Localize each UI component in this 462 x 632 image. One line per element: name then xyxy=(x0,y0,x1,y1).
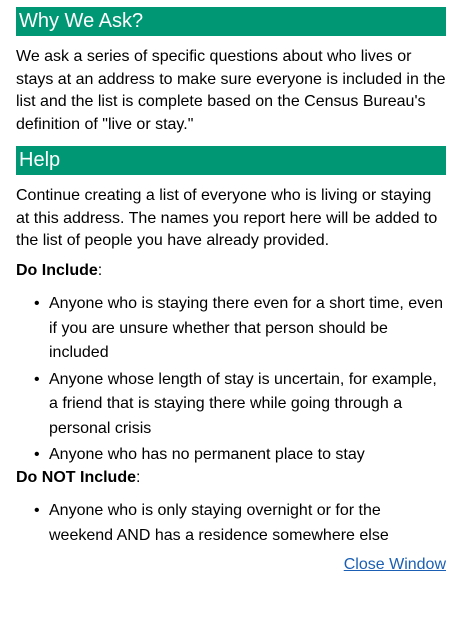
do-not-include-heading: Do NOT Include: xyxy=(16,469,141,486)
do-not-include-list xyxy=(16,499,448,550)
do-include-label: Do Include xyxy=(16,262,98,279)
list-item: • Anyone who is staying there even for a short time, even if you are unsure whether that person should be included xyxy=(16,292,448,366)
why-we-ask-header: Why We Ask? xyxy=(16,7,446,36)
list-item: • Anyone whose length of stay is uncertain, for example, a friend that is staying there while going through a personal crisis xyxy=(16,368,448,442)
do-not-include-label: Do NOT Include xyxy=(16,469,136,486)
close-window-link[interactable]: Close Window xyxy=(343,556,446,573)
list-item: • Anyone who is only staying overnight or for the weekend AND has a residence somewhere else xyxy=(16,499,448,548)
do-include-list xyxy=(16,292,448,470)
help-header: Help xyxy=(16,146,446,175)
do-include-heading: Do Include: xyxy=(16,262,103,279)
list-item: • Anyone who has no permanent place to stay xyxy=(16,443,448,468)
help-text: Continue creating a list of everyone who is living or staying at this address. The names you report here will be added to the list of people you have already provided. xyxy=(16,187,438,249)
why-we-ask-text: We ask a series of specific questions about who lives or stays at an address to make sure everyone is included in the list and the list is complete based on the Census Bureau's definition of "live or stay." xyxy=(16,48,446,133)
